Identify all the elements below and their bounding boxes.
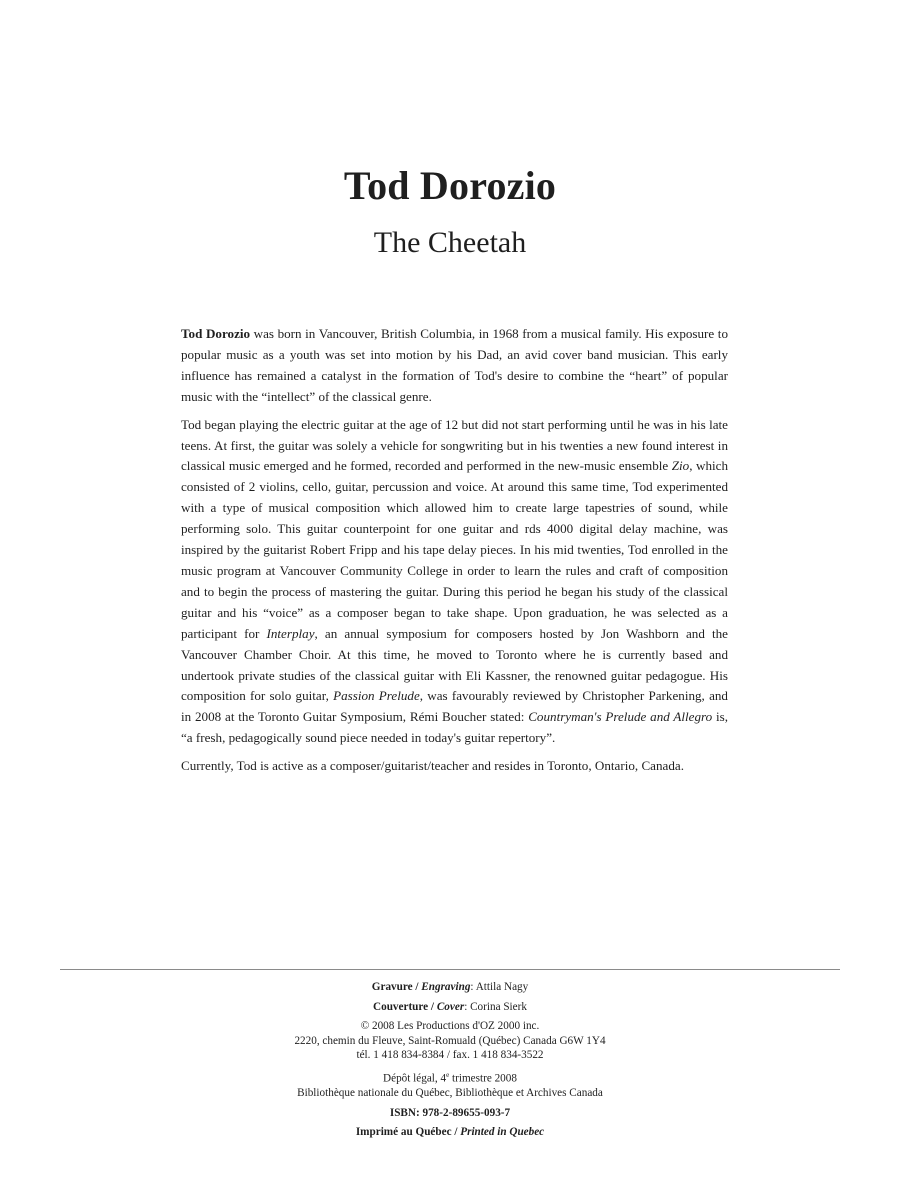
ensemble-name: Zio	[671, 458, 690, 474]
cover-credit	[0, 1000, 900, 1015]
quoted-work-title: Countryman's Prelude and Allegro	[528, 709, 713, 725]
library-archives: Bibliothèque nationale du Québec, Bibliothèque et Archives Canada	[297, 1087, 603, 1100]
publisher-address: 2220, chemin du Fleuve, Saint-Romuald (Québec) Canada G6W 1Y4	[294, 1034, 606, 1047]
divider	[60, 969, 840, 970]
bio-p2-c: , an annual symposium for composers hosted by Jon Washborn and the Vancouver Chamber Choir. At this time, he moved to Toronto where he is currently based and undertook private studies of the classical guitar with Eli Kassner, the renowned guitar pedagogue. His composition for solo guitar,	[181, 625, 728, 704]
bio-p2-a: Tod began playing the electric guitar at the age of 12 but did not start performing until he was in his late teens. At first, the guitar was solely a vehicle for songwriting but in his twenties a new found interest in classical music emerged and he formed, recorded and performed in the new-music ensemble	[181, 416, 728, 474]
piece-title: The Cheetah	[373, 226, 527, 259]
bio-paragraph-1	[181, 324, 728, 408]
engraving-label-en: Engraving	[421, 981, 471, 993]
page-title: Tod Dorozio	[343, 163, 557, 208]
isbn: ISBN: 978-2-89655-093-7	[389, 1106, 511, 1119]
printed-label-fr: Imprimé au Québec /	[355, 1126, 461, 1139]
composition-title: Passion Prelude	[333, 688, 420, 704]
bio-paragraph-3: Currently, Tod is active as a composer/guitarist/teacher and resides in Toronto, Ontario, Canada.	[181, 758, 684, 774]
bio-p2-d: , was favourably reviewed by Christopher Parkening, and in 2008 at the Toronto Guitar Symposium, Rémi Boucher stated:	[181, 688, 728, 725]
symposium-name: Interplay	[266, 625, 315, 641]
legal-deposit: Dépôt légal, 4e trimestre 2008	[383, 1070, 517, 1085]
cover-label-en: Cover	[436, 1000, 465, 1013]
bio-p2-e: is, “a fresh, pedagogically sound piece needed in today's guitar repertory”.	[181, 709, 728, 746]
cover-name: : Corina Sierk	[464, 1000, 527, 1013]
publisher-phone: tél. 1 418 834-8384 / fax. 1 418 834-3522	[356, 1049, 544, 1062]
bio-p2-b: , which consisted of 2 violins, cello, guitar, percussion and voice. At around this same time, Tod experimented with a type of musical composition which allowed him to create large tapestries of sound, while performing solo. This guitar counterpoint for one guitar and rds 4000 digital delay machine, was inspired by the guitarist Robert Fripp and his tape delay pieces. In his mid twenties, Tod enrolled in the music program at Vancouver Community College in order to learn the rules and craft of composition and to begin the process of mastering the guitar. During this period he began his study of the classical guitar and his “voice” as a composer began to take shape. Upon graduation, he was selected as a participant for	[181, 458, 729, 641]
copyright: © 2008 Les Productions d'OZ 2000 inc.	[360, 1020, 540, 1033]
printed-in	[0, 1125, 900, 1140]
bio-p1-text: was born in Vancouver, British Columbia, in 1968 from a musical family. His exposure to popular music as a youth was set into motion by his Dad, an avid cover band musician. This early influence has remained a catalyst in the formation of Tod's desire to combine the “heart” of popular music with the “intellect” of the classical genre.	[181, 326, 728, 404]
printed-label-en: Printed in Quebec	[460, 1126, 545, 1139]
cover-label-fr: Couverture /	[373, 1000, 437, 1013]
biography	[181, 324, 728, 784]
bio-paragraph-2	[181, 415, 728, 750]
bio-name: Tod Dorozio	[181, 326, 251, 341]
colophon	[0, 980, 900, 1140]
engraving-label-fr: Gravure /	[371, 981, 422, 993]
engraving-credit	[0, 980, 900, 995]
engraving-name: : Attila Nagy	[470, 981, 529, 993]
